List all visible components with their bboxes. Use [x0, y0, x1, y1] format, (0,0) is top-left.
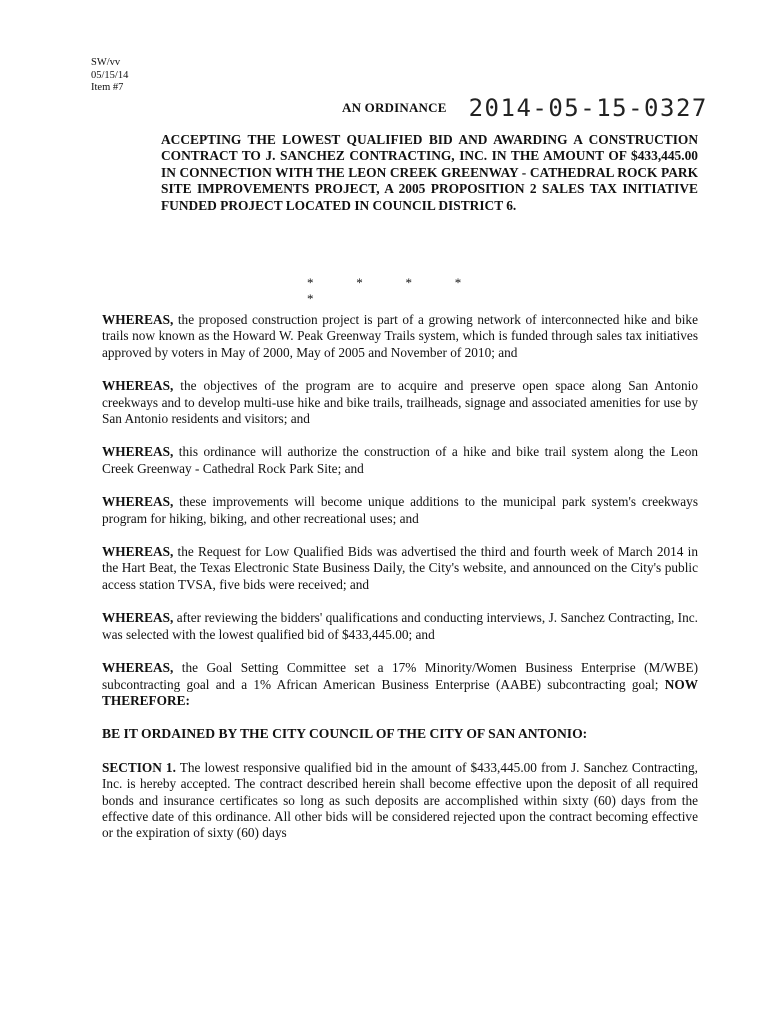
separator-star: * — [356, 275, 363, 290]
whereas-text: the Request for Low Qualified Bids was advertised the third and fourth week of March 2014 in the Hart Beat, the Texas Electronic State Business Daily, the City's website, and announced on the City's public access station TVSA, five bids were received; and — [102, 544, 698, 592]
whereas-text: the proposed construction project is part of a growing network of interconnected hike and bike trails now known as the Howard W. Peak Greenway Trails system, which is funded through sales tax initiatives approved by voters in May of 2000, May of 2005 and November of 2010; and — [102, 312, 698, 360]
whereas-clause — [102, 494, 698, 527]
section-1-label: SECTION 1. — [102, 759, 176, 775]
separator-star: * — [307, 291, 314, 306]
separator-stars — [307, 275, 507, 307]
whereas-text: these improvements will become unique additions to the municipal park system's creekways program for hiking, biking, and other recreational uses; and — [102, 494, 698, 526]
whereas-clause — [102, 610, 698, 643]
whereas-text: the objectives of the program are to acquire and preserve open space along San Antonio creekways and to develop multi-use hike and bike trails, trailheads, signage and associated amenities for use by San Antonio residents and visitors; and — [102, 378, 698, 427]
whereas-text: this ordinance will authorize the construction of a hike and bike trail system along the Leon Creek Greenway - Cathedral Rock Park Site; and — [102, 444, 698, 476]
ordinance-number: 2014-05-15-0327 — [468, 94, 708, 122]
separator-star: * — [454, 275, 462, 290]
author-initials: SW/vv — [91, 57, 121, 68]
whereas-text: after reviewing the bidders' qualifications and conducting interviews, J. Sanchez Contracting, Inc. was selected with the lowest qualified bid of $433,445.00; and — [102, 610, 698, 642]
whereas-label: WHEREAS, — [102, 660, 174, 676]
ordinance-title: ACCEPTING THE LOWEST QUALIFIED BID AND AWARDING A CONSTRUCTION CONTRACT TO J. SANCHEZ CONTRACTING, INC. IN THE AMOUNT OF $433,445.00 IN CONNECTION WITH THE LEON CREEK GREENWAY - CATHEDRAL ROCK PARK SITE IMPROVEMENTS PROJECT, A 2005 PROPOSITION 2 SALES TAX INITIATIVE FUNDED PROJECT LOCATED IN COUNCIL DISTRICT 6. — [161, 132, 698, 213]
whereas-clause — [102, 544, 698, 593]
whereas-label: WHEREAS, — [102, 494, 174, 510]
separator-star: * — [405, 275, 412, 290]
section-1-text: The lowest responsive qualified bid in the amount of $433,445.00 from J. Sanchez Contracting, Inc. is hereby accepted. The contract described herein shall become effective upon the deposit of all required bonds and insurance certificates so long as such deposits are accomplished within sixty (60) days from the effective date of this ordinance. All other bids will be considered rejected upon the contract becoming effective or the expiration of sixty (60) days — [102, 759, 698, 841]
whereas-label: WHEREAS, — [102, 610, 174, 626]
whereas-clause — [102, 378, 698, 427]
whereas-label: WHEREAS, — [102, 444, 174, 460]
section-1 — [102, 760, 698, 842]
ordinance-heading — [342, 94, 708, 122]
agenda-item: Item #7 — [91, 82, 124, 93]
whereas-label: WHEREAS, — [102, 312, 174, 327]
separator-star: * — [307, 275, 314, 290]
whereas-clause — [102, 312, 698, 361]
whereas-clause — [102, 660, 698, 709]
header-date: 05/15/14 — [91, 69, 129, 81]
ordaining-clause: BE IT ORDAINED BY THE CITY COUNCIL OF THE CITY OF SAN ANTONIO: — [102, 726, 588, 742]
whereas-text: the Goal Setting Committee set a 17% Minority/Women Business Enterprise (M/WBE) subcontracting goal and a 1% African American Business Enterprise (AABE) subcontracting goal; — [102, 660, 698, 692]
ordinance-label: AN ORDINANCE — [342, 100, 447, 115]
whereas-clause — [102, 444, 698, 477]
document-header — [91, 57, 128, 95]
whereas-label: WHEREAS, — [102, 544, 174, 560]
whereas-label: WHEREAS, — [102, 378, 174, 394]
now-therefore: NOW THEREFORE: — [102, 676, 698, 708]
document-body — [102, 312, 698, 859]
